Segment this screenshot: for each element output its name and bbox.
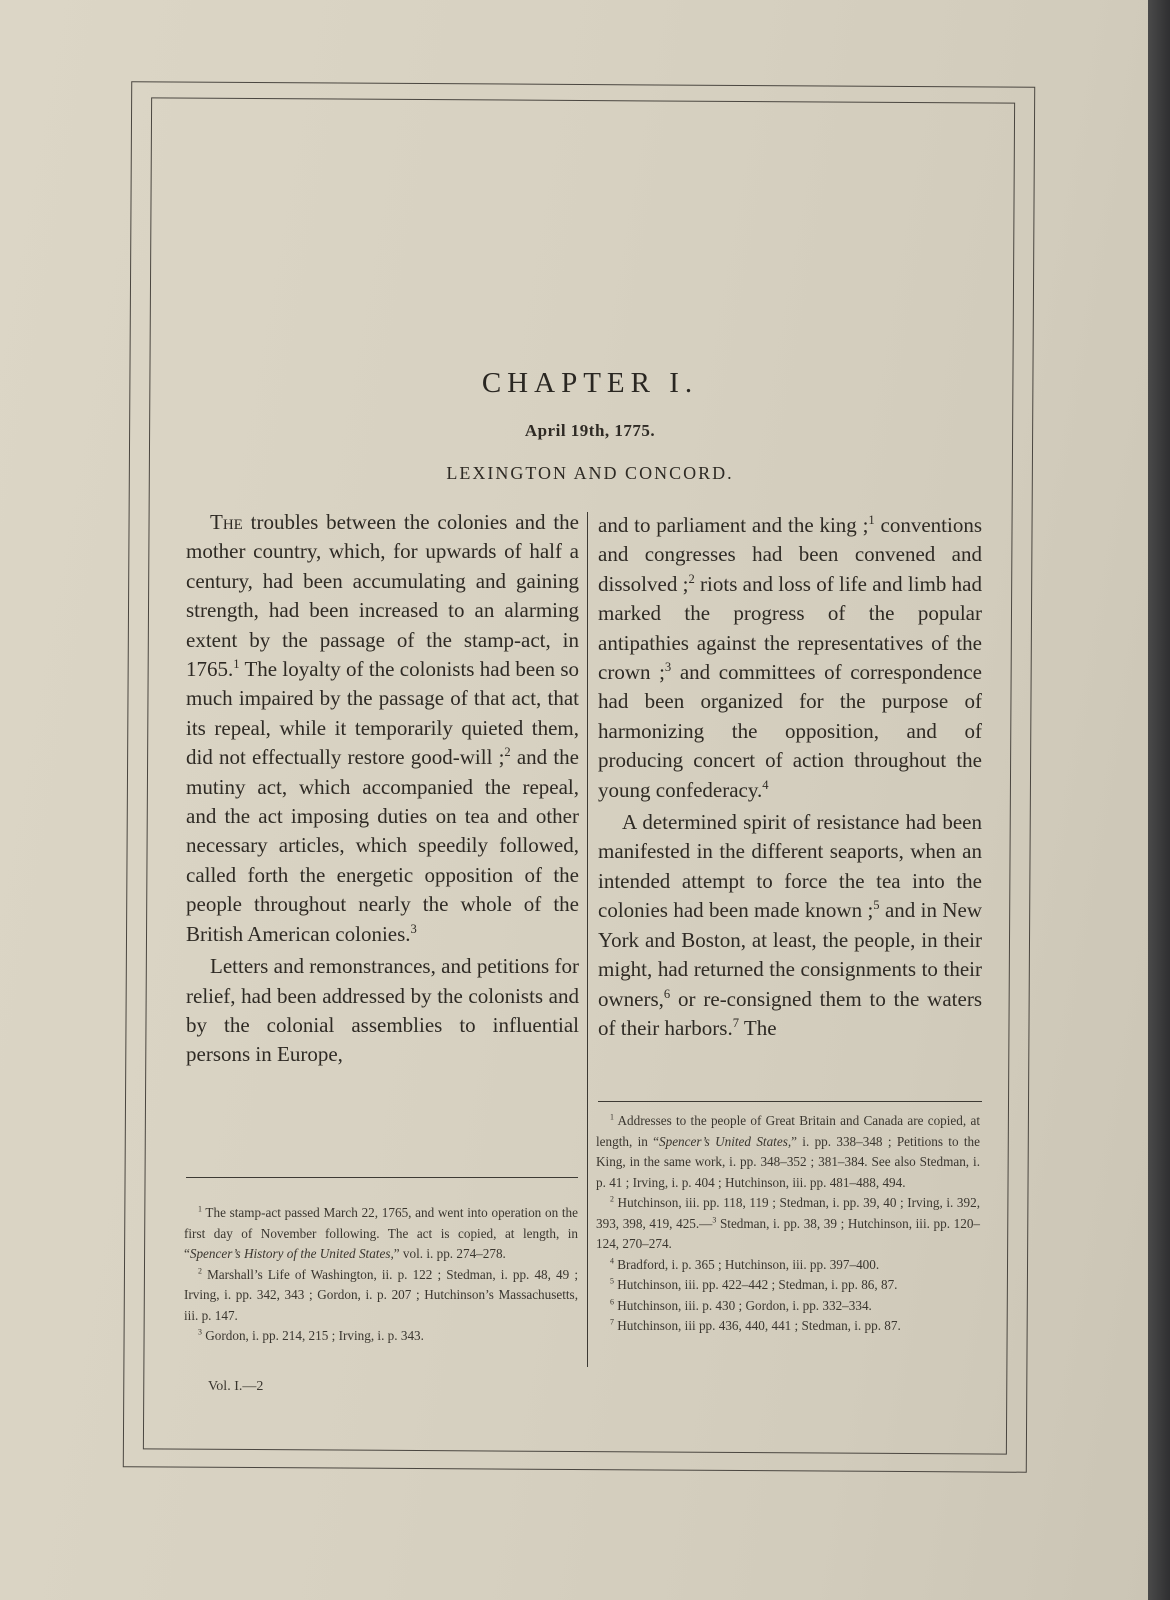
footnote: $^1$ The stamp-act passed March 22, 1765, and went into operation on the first day of November following. The act is copied, at length, in “Spencer’s History of the United States,” vol. i. pp. 274–278. — [184, 1204, 578, 1261]
paragraph: and to parliament and the king ;$^1$ conventions and congresses had been convened and dissolved ;$^2$ riots and loss of life and limb had marked the progress of the popular antipathies against the representatives of the crown ;$^3$ and committees of correspondence had been organized for the purpose of harmonizing the opposition, and of producing concert of action throughout the young confederacy.$^4$ — [598, 513, 983, 802]
footnote: $^3$ Gordon, i. pp. 214, 215 ; Irving, i. p. 343. — [198, 1327, 424, 1343]
footnotes-left — [184, 1203, 578, 1347]
signature-mark: Vol. I.—2 — [208, 1379, 264, 1394]
footnote-rule-left — [186, 1177, 578, 1178]
footnote: $^1$ Addresses to the people of Great Britain and Canada are copied, at length, in “Spencer’s United States,” i. pp. 338–348 ; Petitions to the King, in the same work, i. pp. 348–352 ; 381–384. See also Stedman, i. p. 41 ; Irving, i. p. 404 ; Hutchinson, iii. pp. 481–488, 494. — [596, 1112, 980, 1190]
footnote: $^6$ Hutchinson, iii. p. 430 ; Gordon, i. pp. 332–334. — [610, 1297, 872, 1313]
chapter-date: April 19th, 1775. — [524, 421, 656, 440]
chapter-title: CHAPTER I. — [481, 367, 699, 399]
paragraph: The troubles between the colonies and the mother country, which, for upwards of half a century, had been accumulating and gaining strength, had been increased to an alarming extent by the passage of the stamp-act, in 1765.$^1$ The loyalty of the colonists had been so much impaired by the passage of that act, that its repeal, while it temporarily quieted them, did not effectually restore good-will ;$^2$ and the mutiny act, which accompanied the repeal, and the act imposing duties on tea and other necessary articles, which speedily followed, called forth the energetic opposition of the people throughout nearly the whole of the British American colonies.$^3$ — [186, 510, 579, 946]
right-column — [598, 511, 982, 1043]
chapter-subtitle: LEXINGTON AND CONCORD. — [446, 463, 734, 483]
footnote-rule-right — [598, 1101, 982, 1102]
column-divider — [587, 512, 588, 1367]
footnote: $^2$ Marshall’s Life of Washington, ii. p. 122 ; Stedman, i. pp. 48, 49 ; Irving, i. pp. 342, 343 ; Gordon, i. p. 207 ; Hutchinson’s Massachusetts, iii. p. 147. — [184, 1266, 578, 1323]
footnote: $^4$ Bradford, i. p. 365 ; Hutchinson, iii. pp. 397–400. — [610, 1256, 880, 1272]
left-column — [186, 508, 579, 1070]
paragraph: A determined spirit of resistance had been manifested in the different seaports, when an intended attempt to force the tea into the colonies had been made known ;$^5$ and in New York and Boston, at least, the people, in their might, had returned the consignments to their owners,$^6$ or re-consigned them to the waters of their harbors.$^7$ The — [598, 810, 982, 1040]
footnotes-right — [596, 1111, 980, 1337]
paragraph: Letters and remonstrances, and petitions for relief, had been addressed by the colonists and by the colonial assemblies to influential persons in Europe, — [186, 954, 579, 1067]
background-edge — [1148, 0, 1170, 1600]
footnote: $^2$ Hutchinson, iii. pp. 118, 119 ; Stedman, i. pp. 39, 40 ; Irving, i. 392, 393, 398, 419, 425.—$^3$ Stedman, i. pp. 38, 39 ; Hutchinson, iii. pp. 120–124, 270–274. — [596, 1194, 981, 1251]
footnote: $^7$ Hutchinson, iii pp. 436, 440, 441 ; Stedman, i. pp. 87. — [610, 1317, 901, 1333]
footnote: $^5$ Hutchinson, iii. pp. 422–442 ; Stedman, i. pp. 86, 87. — [610, 1276, 898, 1292]
